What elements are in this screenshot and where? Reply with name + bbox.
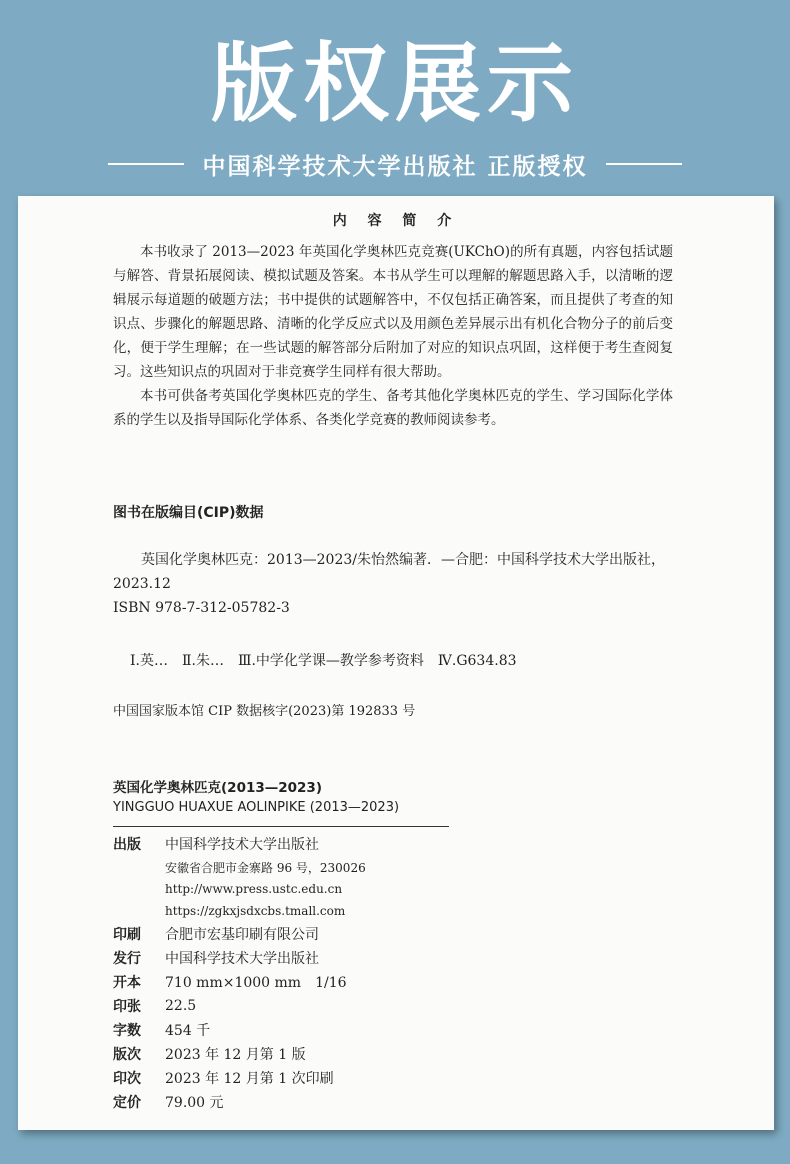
book-pinyin-title: YINGGUO HUAXUE AOLINPIKE (2013—2023) (113, 800, 400, 815)
sheets-value: 22.5 (165, 998, 197, 1014)
edition-label: 版次 (113, 1047, 141, 1063)
copyright-page (18, 196, 774, 1130)
printing-row (113, 1066, 673, 1090)
printer-value: 合肥市宏基印刷有限公司 (165, 927, 319, 943)
publisher-url: http://www.press.ustc.edu.cn (165, 882, 343, 896)
store-url-row (113, 900, 673, 922)
sheets-label: 印张 (113, 999, 141, 1015)
format-label: 开本 (113, 975, 141, 991)
publisher-row (113, 832, 673, 856)
publication-info (113, 832, 673, 1114)
cip-citation: 英国化学奥林匹克：2013—2023/朱怡然编著．—合肥：中国科学技术大学出版社，2023.12 (113, 552, 665, 592)
intro-paragraph: 本书收录了 2013—2023 年英国化学奥林匹克竞赛(UKChO)的所有真题，内容包括试题与解答、背景拓展阅读、模拟试题及答案。本书从学生可以理解的解题思路入手，以清晰的逻辑展示每道题的破题方法；书中提供的试题解答中，不仅包括正确答案，而且提供了考查的知识点、步骤化的解题思路、清晰的化学反应式以及用颜色差异展示出有机化合物分子的前后变化，便于学生理解；在一些试题的解答部分后附加了对应的知识点巩固，这样便于考生查阅复习。这些知识点的巩固对于非竞赛学生同样有很大帮助。 (113, 244, 673, 380)
publisher-label: 出版 (113, 837, 141, 853)
intro-text (113, 240, 673, 432)
distributor-value: 中国科学技术大学出版社 (165, 951, 319, 967)
banner-subtitle: 中国科学技术大学出版社 正版授权 (202, 153, 588, 180)
cip-check-number: 中国国家版本馆 CIP 数据核字(2023)第 192833 号 (113, 704, 416, 719)
distributor-row (113, 946, 673, 970)
left-decor-line (108, 163, 184, 165)
words-label: 字数 (113, 1023, 141, 1039)
cip-classification: Ⅰ.英… Ⅱ.朱… Ⅲ.中学化学课—教学参考资料 Ⅳ.G634.83 (130, 653, 517, 669)
printing-value: 2023 年 12 月第 1 次印刷 (165, 1071, 334, 1087)
address-row (113, 856, 673, 878)
intro-paragraph: 本书可供备考英国化学奥林匹克的学生、备考其他化学奥林匹克的学生、学习国际化学体系的学生以及指导国际化学体系、各类化学竞赛的教师阅读参考。 (113, 388, 673, 428)
book-title: 英国化学奥林匹克(2013—2023) (113, 780, 322, 796)
divider (113, 826, 449, 827)
publisher-address: 安徽省合肥市金寨路 96 号，230026 (165, 860, 366, 875)
banner-title: 版权展示 (211, 34, 579, 134)
words-row (113, 1018, 673, 1042)
printer-row (113, 922, 673, 946)
price-row (113, 1090, 673, 1114)
cip-record (113, 548, 693, 620)
banner-subtitle-row (0, 146, 790, 182)
cip-heading: 图书在版编目(CIP)数据 (113, 505, 264, 521)
edition-row (113, 1042, 673, 1066)
right-decor-line (606, 163, 682, 165)
printing-label: 印次 (113, 1071, 141, 1087)
edition-value: 2023 年 12 月第 1 版 (165, 1047, 306, 1063)
sheets-row (113, 994, 673, 1018)
url-row (113, 878, 673, 900)
printer-label: 印刷 (113, 927, 141, 943)
price-label: 定价 (113, 1095, 141, 1111)
format-row (113, 970, 673, 994)
price-value: 79.00 元 (165, 1095, 224, 1111)
cip-isbn: ISBN 978-7-312-05782-3 (113, 600, 290, 616)
distributor-label: 发行 (113, 951, 141, 967)
publisher-value: 中国科学技术大学出版社 (165, 837, 319, 853)
intro-heading: 内 容 简 介 (332, 213, 460, 229)
format-value: 710 mm×1000 mm 1/16 (165, 975, 347, 991)
words-value: 454 千 (165, 1023, 211, 1039)
store-url: https://zgkxjsdxcbs.tmall.com (165, 904, 346, 918)
